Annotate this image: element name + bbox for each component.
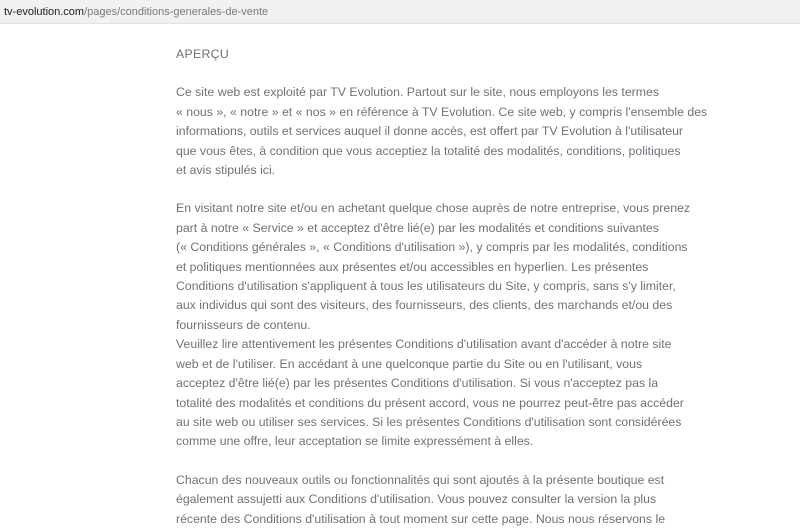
text-line: Chacun des nouveaux outils ou fonctionnalités qui sont ajoutés à la présente boutique est: [176, 472, 665, 487]
paragraph-service: [176, 199, 691, 335]
paragraph-read-carefully: [176, 335, 684, 451]
url-path: /pages/conditions-generales-de-vente: [84, 6, 269, 18]
text-line: « nous », « notre » et « nos » en référence à TV Evolution. Ce site web, y compris l'ensemble des: [176, 104, 708, 119]
text-line: totalité des modalités et conditions du présent accord, vous ne pourrez peut-être pas accéder: [176, 395, 684, 410]
text-line: au site web ou utiliser ses services. Si les présentes Conditions d'utilisation sont considérées: [176, 414, 682, 429]
text-line: web et de l'utiliser. En accédant à une quelconque partie du Site ou en l'utilisant, vous: [176, 356, 643, 371]
text-line: Ce site web est exploité par TV Evolution. Partout sur le site, nous employons les termes: [176, 85, 660, 100]
text-line: part à notre « Service » et acceptez d'être lié(e) par les modalités et conditions suivantes: [176, 220, 659, 235]
text-line: fournisseurs de contenu.: [176, 317, 311, 332]
text-line: comme une offre, leur acceptation se limite expressément à elles.: [176, 434, 534, 449]
address-bar[interactable]: [0, 0, 800, 24]
paragraph-new-tools: [176, 471, 676, 529]
text-line: également assujetti aux Conditions d'utilisation. Vous pouvez consulter la version la plus: [176, 492, 657, 507]
text-line: récente des Conditions d'utilisation à tout moment sur cette page. Nous nous réservons le: [176, 511, 666, 526]
text-line: informations, outils et services auquel il donne accès, est offert par TV Evolution à l'utilisateur: [176, 124, 684, 139]
text-line: Veuillez lire attentivement les présentes Conditions d'utilisation avant d'accéder à notre site: [176, 337, 672, 352]
text-line: Conditions d'utilisation s'appliquent à tous les utilisateurs du Site, y compris, sans s'y limiter,: [176, 279, 676, 294]
text-line: que vous êtes, à condition que vous acceptiez la totalité des modalités, conditions, politiques: [176, 143, 681, 158]
text-line: En visitant notre site et/ou en achetant quelque chose auprès de notre entreprise, vous prenez: [176, 201, 691, 216]
url-text[interactable]: [4, 5, 268, 19]
url-host: tv-evolution.com: [4, 6, 85, 18]
paragraph-intro: [176, 83, 708, 180]
text-line: et avis stipulés ici.: [176, 163, 276, 178]
text-line: (« Conditions générales », « Conditions d'utilisation »), y compris par les modalités, conditions: [176, 240, 688, 255]
text-line: aux individus qui sont des visiteurs, des fournisseurs, des clients, des marchands et/ou des: [176, 298, 673, 313]
section-heading: APERÇU: [176, 47, 230, 61]
text-line: et politiques mentionnées aux présentes et/ou accessibles en hyperlien. Les présentes: [176, 259, 649, 274]
terms-content: [176, 24, 708, 529]
text-line: acceptez d'être lié(e) par les présentes Conditions d'utilisation. Si vous n'acceptez pas la: [176, 376, 659, 391]
